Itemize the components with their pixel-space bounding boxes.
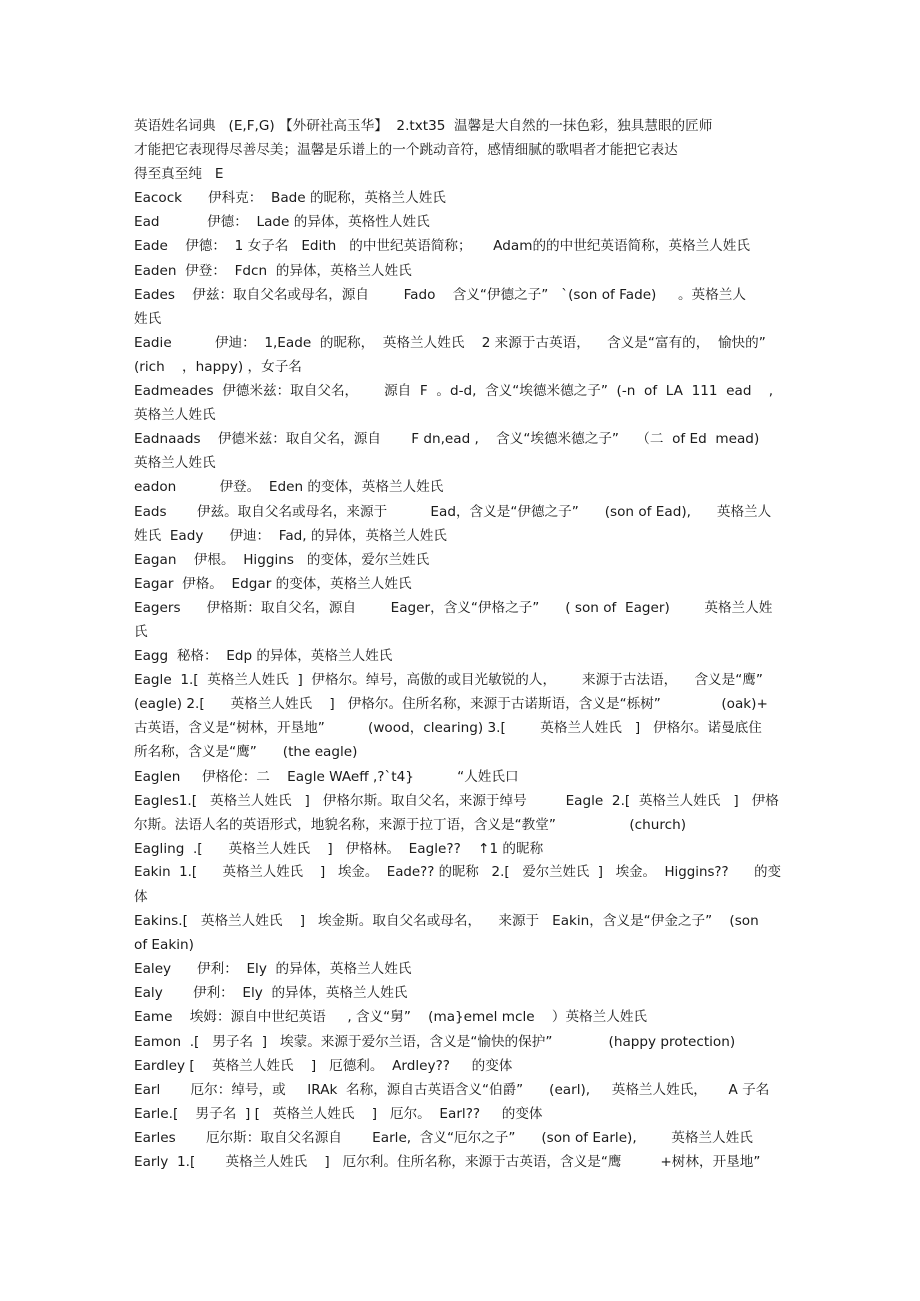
text-line: 英语姓名词典 (E,F,G) 【外研社高玉华】 2.txt35 温馨是大自然的一抹色彩，独具慧眼的匠师	[134, 118, 713, 134]
text-line: Eadmeades 伊德米兹：取自父名， 源自 F 。d-d, 含义“埃德米德之子” (-n of LA 111 ead ,	[134, 383, 774, 400]
text-line: Eaglen 伊格伦：二 Eagle WAeff ,?`t4} “人姓氏口	[134, 768, 519, 785]
text-line: Ealy 伊利： Ely 的异体，英格兰人姓氏	[134, 985, 408, 1002]
text-line: Eade 伊德： 1 女子名 Edith 的中世纪英语简称； Adam的的中世纪英语简称，英格兰人姓氏	[134, 238, 750, 255]
text-line: Earle.[ 男子名 ] [ 英格兰人姓氏 ] 厄尔。 Earl?? 的变体	[134, 1105, 543, 1122]
text-line: 所名称，含义是“鹰” (the eagle)	[134, 744, 358, 761]
text-line: 尔斯。法语人名的英语形式，地貌名称，来源于拉丁语，含义是“教堂” (church)	[134, 816, 687, 833]
text-line: Eades 伊兹：取自父名或母名，源自 Fado 含义“伊德之子” `(son of Fade) 。英格兰人	[134, 286, 746, 303]
text-line: 古英语，含义是“树林，开垦地” (wood，clearing) 3.[ 英格兰人姓氏 ] 伊格尔。诺曼底住	[134, 720, 762, 737]
text-line: 姓氏 Eady 伊迪： Fad, 的异体，英格兰人姓氏	[134, 527, 447, 544]
text-line: Eaden 伊登： Fdcn 的异体，英格兰人姓氏	[134, 262, 412, 279]
text-line: of Eakin)	[134, 937, 194, 954]
text-line: 氏	[134, 623, 148, 640]
text-line: Eakins.[ 英格兰人姓氏 ] 埃金斯。取自父名或母名， 来源于 Eakin，含义是“伊金之子” (son	[134, 913, 759, 930]
text-line: Eadie 伊迪： 1,Eade 的昵称， 英格兰人姓氏 2 来源于古英语， 含义是“富有的， 愉快的”	[134, 334, 766, 351]
text-line: Eads 伊兹。取自父名或母名，来源于 Ead，含义是“伊德之子” (son of Ead), 英格兰人	[134, 503, 772, 520]
text-line: 英格兰人姓氏	[134, 455, 216, 472]
text-line: (eagle) 2.[ 英格兰人姓氏 ] 伊格尔。住所名称，来源于古诺斯语，含义是“栎树” (oak)+	[134, 696, 768, 713]
text-line: (rich ，happy) ，女子名	[134, 358, 302, 375]
text-line: Eagling .[ 英格兰人姓氏 ] 伊格林。 Eagle?? ↑1 的昵称	[134, 840, 544, 857]
text-line: Ead 伊德： Lade 的异体，英格性人姓氏	[134, 214, 430, 231]
text-line: Earles 厄尔斯：取自父名源自 Earle, 含义“厄尔之子” (son of Earle), 英格兰人姓氏	[134, 1129, 753, 1146]
text-line: Eadnaads 伊德米兹：取自父名，源自 F dn,ead , 含义“埃德米德之子” （二 of Ed mead)	[134, 431, 760, 448]
text-line: eadon 伊登。 Eden 的变体，英格兰人姓氏	[134, 479, 444, 496]
text-line: 姓氏	[134, 310, 162, 327]
text-line: Eagers 伊格斯：取自父名，源自 Eager，含义“伊格之子” ( son of Eager) 英格兰人姓	[134, 599, 773, 616]
text-line: Eame 埃姆：源自中世纪英语 , 含义“舅” (ma}emel mcle ）英格兰人姓氏	[134, 1009, 648, 1026]
text-line: Eakin 1.[ 英格兰人姓氏 ] 埃金。 Eade?? 的昵称 2.[ 爱尔兰姓氏 ] 埃金。 Higgins?? 的变	[134, 864, 781, 880]
text-line: Early 1.[ 英格兰人姓氏 ] 厄尔利。住所名称，来源于古英语，含义是“鹰 +树林，开垦地”	[134, 1154, 761, 1171]
text-line: Eagle 1.[ 英格兰人姓氏 ] 伊格尔。绰号，高傲的或目光敏锐的人， 来源于古法语， 含义是“鹰”	[134, 672, 763, 689]
text-line: 体	[134, 889, 148, 905]
text-line: Eacock 伊科克： Bade 的昵称，英格兰人姓氏	[134, 190, 446, 207]
document-body	[134, 114, 789, 1174]
text-line: 才能把它表现得尽善尽美；温馨是乐谱上的一个跳动音符，感情细腻的歌唱者才能把它表达	[134, 142, 678, 159]
text-line: Earl 厄尔：绰号，或 IRAk 名称，源自古英语含义“伯爵” (earl), 英格兰人姓氏， A 子名	[134, 1081, 770, 1098]
text-line: 得至真至纯 E	[134, 166, 224, 183]
text-line: Eardley [ 英格兰人姓氏 ] 厄德利。 Ardley?? 的变体	[134, 1057, 513, 1074]
text-line: Eagan 伊根。 Higgins 的变体，爱尔兰姓氏	[134, 551, 430, 568]
text-line: Eamon .[ 男子名 ] 埃蒙。来源于爱尔兰语，含义是“愉快的保护” (happy protection)	[134, 1033, 736, 1050]
text-line: 英格兰人姓氏	[134, 407, 216, 424]
text-line: Ealey 伊利： Ely 的异体，英格兰人姓氏	[134, 961, 412, 978]
text-line: Eagg 秘格： Edp 的异体，英格兰人姓氏	[134, 648, 393, 665]
text-line: Eagar 伊格。 Edgar 的变体，英格兰人姓氏	[134, 575, 412, 592]
text-line: Eagles1.[ 英格兰人姓氏 ] 伊格尔斯。取自父名，来源于绰号 Eagle 2.[ 英格兰人姓氏 ] 伊格	[134, 792, 779, 809]
